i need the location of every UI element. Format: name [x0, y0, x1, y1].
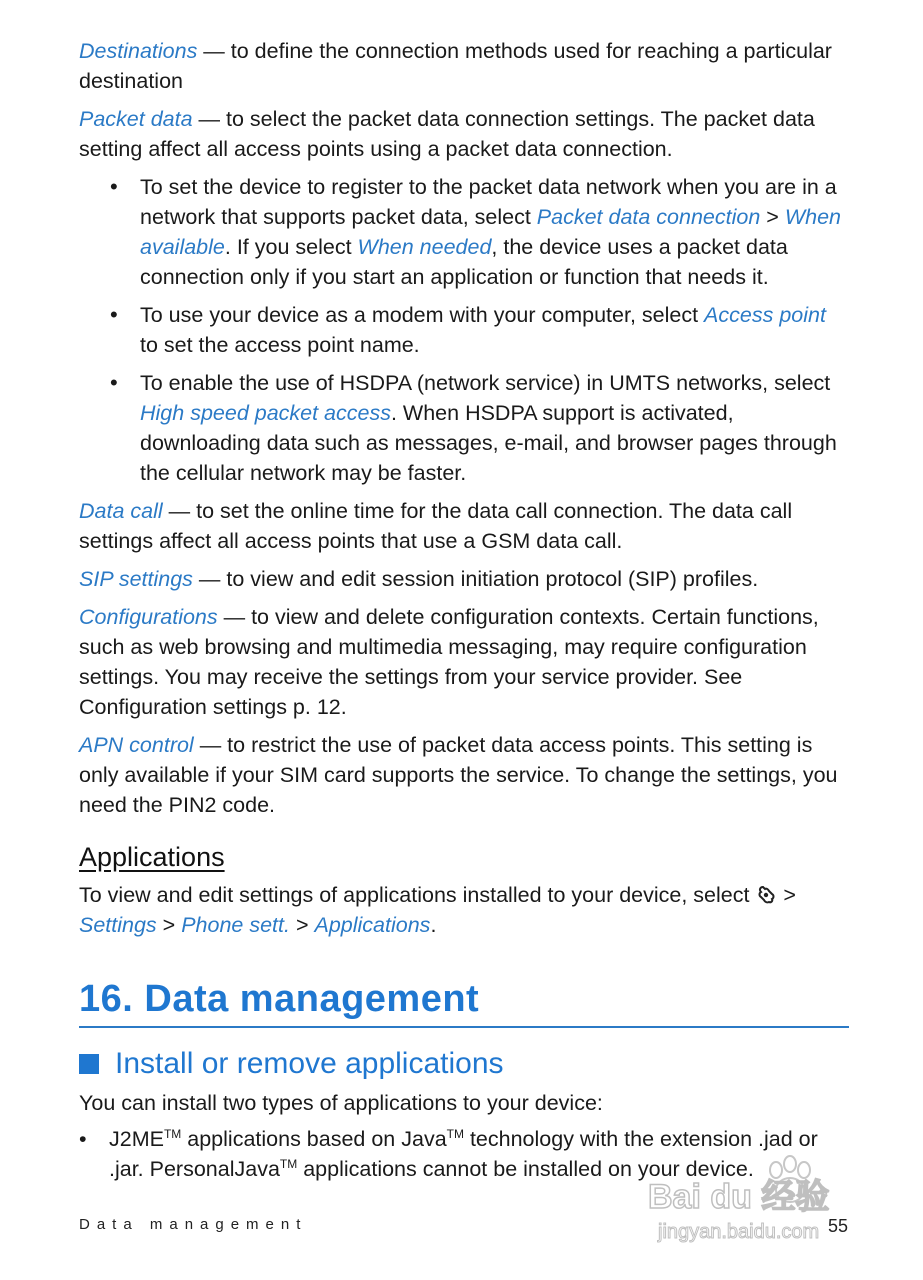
packet-data-bullets	[79, 172, 849, 488]
sip-settings-paragraph	[79, 564, 849, 594]
trademark: TM	[279, 1157, 298, 1171]
bullet-text: applications based on Java	[181, 1127, 447, 1151]
list-item	[140, 172, 849, 292]
configurations-paragraph	[79, 602, 849, 722]
applications-heading: Applications	[79, 842, 225, 872]
list-item	[140, 368, 849, 488]
list-item	[140, 300, 849, 360]
when-needed-term: When needed	[357, 235, 492, 259]
configurations-term: Configurations	[79, 605, 218, 629]
page-number: 55	[827, 1216, 848, 1236]
chapter-title: 16. Data management	[79, 978, 480, 1020]
bullet-text: To use your device as a modem with your computer, select	[140, 303, 705, 327]
when-available-term: When available	[140, 205, 841, 259]
trademark: TM	[163, 1127, 182, 1141]
chapter-heading	[79, 976, 849, 1028]
applications-paragraph	[79, 880, 849, 940]
access-point-term: Access point	[704, 303, 826, 327]
bullet-text: technology with the extension .jad or .jar. PersonalJava	[109, 1127, 818, 1181]
packet-data-term: Packet data	[79, 107, 193, 131]
settings-menu-icon	[757, 883, 775, 903]
phone-sett-term: Phone sett.	[181, 913, 290, 937]
destinations-paragraph	[79, 36, 849, 96]
bullet-text: . When HSDPA support is activated, downloading data such as messages, e-mail, and browser pages through the cellular network may be faster.	[140, 401, 837, 485]
packet-data-paragraph	[79, 104, 849, 164]
bullet-text: To enable the use of HSDPA (network service) in UMTS networks, select	[140, 371, 831, 395]
document-page	[79, 36, 849, 1184]
bullet-text: J2ME	[109, 1127, 164, 1151]
configurations-text: — to view and delete configuration contexts. Certain functions, such as web browsing and multimedia messaging, may require configuration settings. You may receive the settings from your service provider. See Configuration settings p. 12.	[79, 605, 819, 719]
bullet-text: to set the access point name.	[140, 333, 420, 357]
settings-term: Settings	[79, 913, 157, 937]
section-intro: You can install two types of applications to your device:	[79, 1091, 603, 1115]
separator: >	[289, 913, 315, 937]
destinations-text: — to define the connection methods used for reaching a particular destination	[79, 39, 832, 93]
data-call-text: — to set the online time for the data call connection. The data call settings affect all access points that use a GSM data call.	[79, 499, 793, 553]
bullet-text: To set the device to register to the packet data network when you are in a network that supports packet data, select	[140, 175, 837, 229]
watermark-url: jingyan.baidu.com	[658, 1221, 820, 1243]
data-call-paragraph	[79, 496, 849, 556]
packet-data-connection-term: Packet data connection	[536, 205, 761, 229]
separator: >	[760, 205, 785, 229]
page-footer	[79, 1214, 848, 1244]
watermark-brand: Bai du 经验	[648, 1178, 830, 1216]
sip-settings-text: — to view and edit session initiation protocol (SIP) profiles.	[192, 567, 759, 591]
separator: >	[777, 883, 796, 907]
applications-text: To view and edit settings of applications installed to your device, select	[79, 883, 756, 907]
data-call-term: Data call	[79, 499, 163, 523]
applications-term: Applications	[314, 913, 431, 937]
bullet-text: . If you select	[224, 235, 358, 259]
period: .	[430, 913, 437, 937]
bullet-text: applications cannot be installed on your device.	[297, 1157, 754, 1181]
section-title: Install or remove applications	[115, 1047, 504, 1080]
section-square-icon	[79, 1054, 99, 1074]
bullet-text: , the device uses a packet data connection only if you start an application or function that needs it.	[140, 235, 788, 289]
separator: >	[156, 913, 182, 937]
apn-control-text: — to restrict the use of packet data access points. This setting is only available if your SIM card supports the service. To change the settings, you need the PIN2 code.	[79, 733, 838, 817]
section-heading	[79, 1044, 849, 1084]
apn-control-term: APN control	[79, 733, 194, 757]
trademark: TM	[446, 1127, 464, 1141]
packet-data-text: — to select the packet data connection settings. The packet data setting affect all access points using a packet data connection.	[79, 107, 815, 161]
hsdpa-term: High speed packet access	[140, 401, 391, 425]
sip-settings-term: SIP settings	[79, 567, 193, 591]
footer-section-name: Data management	[79, 1216, 308, 1233]
apn-control-paragraph	[79, 730, 849, 820]
destinations-term: Destinations	[79, 39, 198, 63]
